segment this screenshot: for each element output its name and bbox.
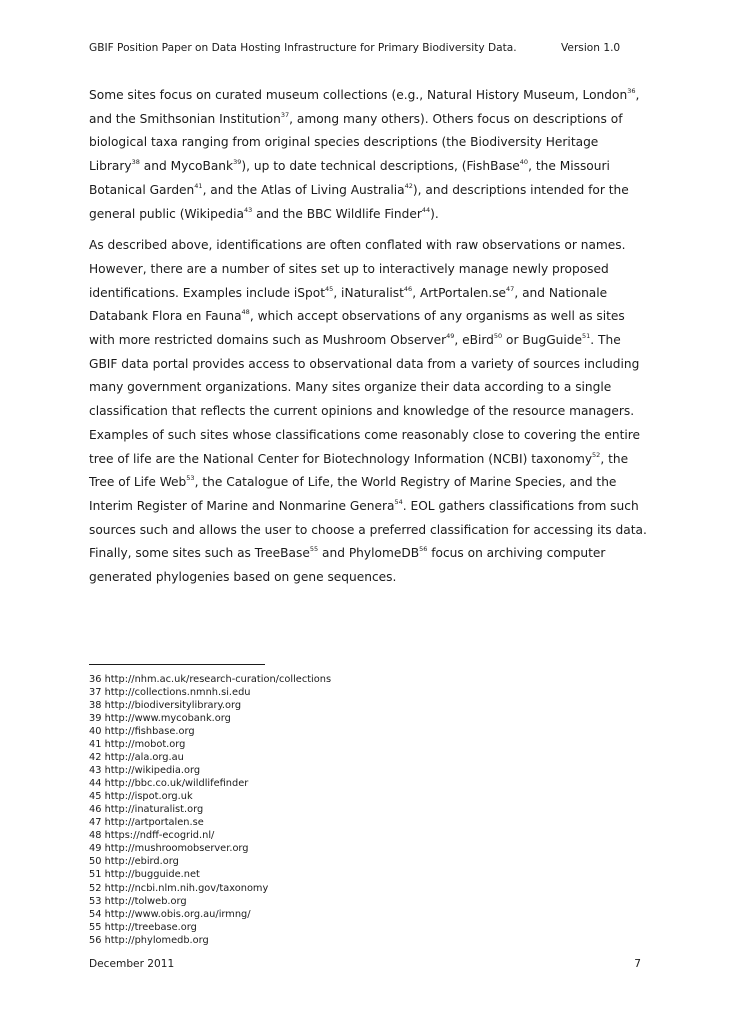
footnote-reference: 54 (394, 497, 403, 506)
footnote-reference: 42 (404, 181, 413, 190)
footnote-reference: 38 (131, 158, 140, 167)
footnote-item: 37 http://collections.nmnh.si.edu (89, 687, 251, 699)
footnote-item: 47 http://artportalen.se (89, 817, 204, 829)
text-run: , which accept observations of any organisms as well as sites with more restricted domains such as Mushroom Observer (89, 309, 625, 348)
footnote-reference: 49 (446, 332, 455, 341)
footnote-reference: 40 (519, 158, 529, 167)
footnote-item: 51 http://bugguide.net (89, 869, 200, 881)
footnote-reference: 36 (627, 87, 636, 95)
footnotes-list (89, 673, 331, 947)
footnote-reference: 37 (280, 110, 290, 119)
page-number: 7 (634, 958, 641, 970)
text-run: , iNaturalist (333, 285, 404, 300)
document-title: GBIF Position Paper on Data Hosting Infrastructure for Primary Biodiversity Data. (89, 42, 517, 54)
text-run: , and the Atlas of Living Australia (202, 182, 405, 197)
text-run: As described above, identifications are often conflated with raw observations or names. However, there are a number of sites set up to interactively manage newly proposed identifications. Examples include iSpot (89, 238, 626, 300)
text-run: , and the Smithsonian Institution (89, 88, 640, 126)
body-text (89, 84, 649, 590)
footnote-reference: 53 (186, 474, 195, 483)
text-run: ). (430, 206, 439, 221)
text-run: Some sites focus on curated museum collections (e.g., Natural History Museum, London (89, 88, 628, 102)
footnote-item: 43 http://wikipedia.org (89, 765, 201, 777)
footnote-item: 36 http://nhm.ac.uk/research-curation/collections (89, 674, 332, 685)
text-run: ), and descriptions intended for the general public (Wikipedia (89, 182, 629, 221)
footnote-item: 48 https://ndff-ecogrid.nl/ (89, 830, 215, 842)
footnote-item: 41 http://mobot.org (89, 739, 186, 751)
footnote-item: 55 http://treebase.org (89, 921, 197, 933)
footnote-reference: 43 (243, 205, 253, 214)
footnote-separator (89, 664, 265, 665)
document-version: Version 1.0 (561, 42, 621, 54)
text-run: . The GBIF data portal provides access to observational data from a variety of sources including many government organizations. Many sites organize their data according to a single classification that reflects the current opinions and knowledge of the resource managers. Examples of such sites whose classifications come reasonably close to covering the entire tree of life are the National Center for Biotechnology Information (NCBI) taxonomy (89, 333, 641, 466)
text-run: , and Nationale Databank Flora en Fauna (89, 285, 608, 324)
footnote-item: 45 http://ispot.org.uk (89, 791, 193, 803)
page-header (89, 42, 629, 58)
paragraph (89, 84, 649, 226)
text-run: . EOL gathers classifications from such sources such and allows the user to choose a preferred classification for accessing its data. Finally, some sites such as TreeBase (89, 498, 647, 561)
text-run: , eBird (454, 333, 494, 348)
footnote-item: 42 http://ala.org.au (89, 752, 184, 764)
footnote-item: 44 http://bbc.co.uk/wildlifefinder (89, 778, 249, 790)
text-run: , the Missouri Botanical Garden (89, 159, 610, 197)
footnote-reference: 46 (403, 284, 413, 293)
footnote-reference: 55 (309, 545, 319, 554)
footnote-reference: 41 (194, 181, 203, 190)
text-run: and PhylomeDB (318, 546, 420, 561)
footnote-reference: 56 (419, 545, 428, 554)
footnote-item: 39 http://www.mycobank.org (89, 713, 231, 725)
footnote-reference: 47 (506, 284, 515, 293)
footnote-reference: 51 (582, 332, 591, 341)
footnote-item: 49 http://mushroomobserver.org (89, 843, 249, 855)
footnote-item: 46 http://inaturalist.org (89, 804, 204, 816)
footnote-reference: 50 (493, 332, 503, 341)
footnote-reference: 44 (421, 205, 431, 214)
footnote-item: 38 http://biodiversitylibrary.org (89, 700, 242, 712)
footnote-reference: 48 (241, 308, 250, 317)
text-run: and MycoBank (139, 159, 234, 174)
text-run: and the BBC Wildlife Finder (252, 206, 422, 221)
footer-date: December 2011 (89, 958, 175, 970)
text-run: , ArtPortalen.se (412, 285, 507, 300)
paragraph (89, 234, 649, 590)
text-run: , the Catalogue of Life, the World Registry of Marine Species, and the Interim Register of Marine and Nonmarine Genera (89, 475, 617, 513)
text-run: , among many others). Others focus on descriptions of biological taxa ranging from original species descriptions (the Biodiversity Heritage Library (89, 111, 623, 174)
page-footer (89, 958, 641, 974)
text-run: focus on archiving computer generated phylogenies based on gene sequences. (89, 546, 606, 585)
footnote-item: 50 http://ebird.org (89, 856, 179, 868)
footnote-item: 52 http://ncbi.nlm.nih.gov/taxonomy (89, 882, 269, 894)
text-run: ), up to date technical descriptions, (FishBase (241, 159, 520, 174)
text-run: , the Tree of Life Web (89, 451, 629, 490)
footnote-item: 56 http://phylomedb.org (89, 934, 209, 946)
text-run: or BugGuide (502, 333, 583, 348)
footnote-item: 40 http://fishbase.org (89, 726, 195, 738)
footnote-reference: 52 (592, 450, 601, 459)
footnote-reference: 45 (325, 284, 334, 293)
footnote-item: 53 http://tolweb.org (89, 895, 187, 907)
footnote-item: 54 http://www.obis.org.au/irmng/ (89, 908, 251, 920)
footnote-reference: 39 (233, 158, 242, 167)
